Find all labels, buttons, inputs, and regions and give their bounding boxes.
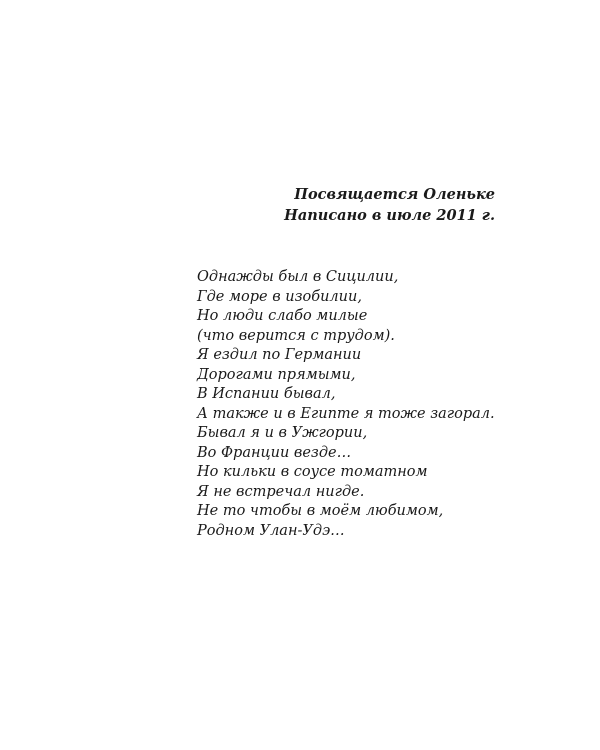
poem-line: Не то чтобы в моём любимом, — [197, 503, 444, 519]
poem-text — [197, 268, 495, 541]
poem-line: Однажды был в Сицилии, — [197, 269, 399, 285]
poem-line: Родном Улан-Удэ… — [197, 522, 345, 539]
poem-line: Во Франции везде… — [197, 444, 352, 461]
poem-line: (что верится с трудом). — [197, 327, 395, 344]
poem-line: Я не встречал нигде. — [197, 483, 365, 500]
dedication-line: Посвящается Оленьке — [294, 186, 495, 203]
poem-line: Где море в изобилии, — [197, 288, 362, 305]
poem-line: Бывал я и в Ужгории, — [197, 425, 368, 441]
poem-line: А также и в Египте я тоже загорал. — [197, 405, 495, 422]
poem-line: Но люди слабо милые — [197, 308, 368, 324]
poem-line: В Испании бывал, — [197, 386, 336, 402]
dedication-block — [284, 184, 495, 226]
poem-line: Я ездил по Германии — [197, 347, 362, 363]
poem-line: Дорогами прямыми, — [197, 366, 356, 383]
date-line: Написано в июле 2011 г. — [284, 207, 495, 224]
poem-line: Но кильки в соусе томатном — [197, 464, 428, 480]
